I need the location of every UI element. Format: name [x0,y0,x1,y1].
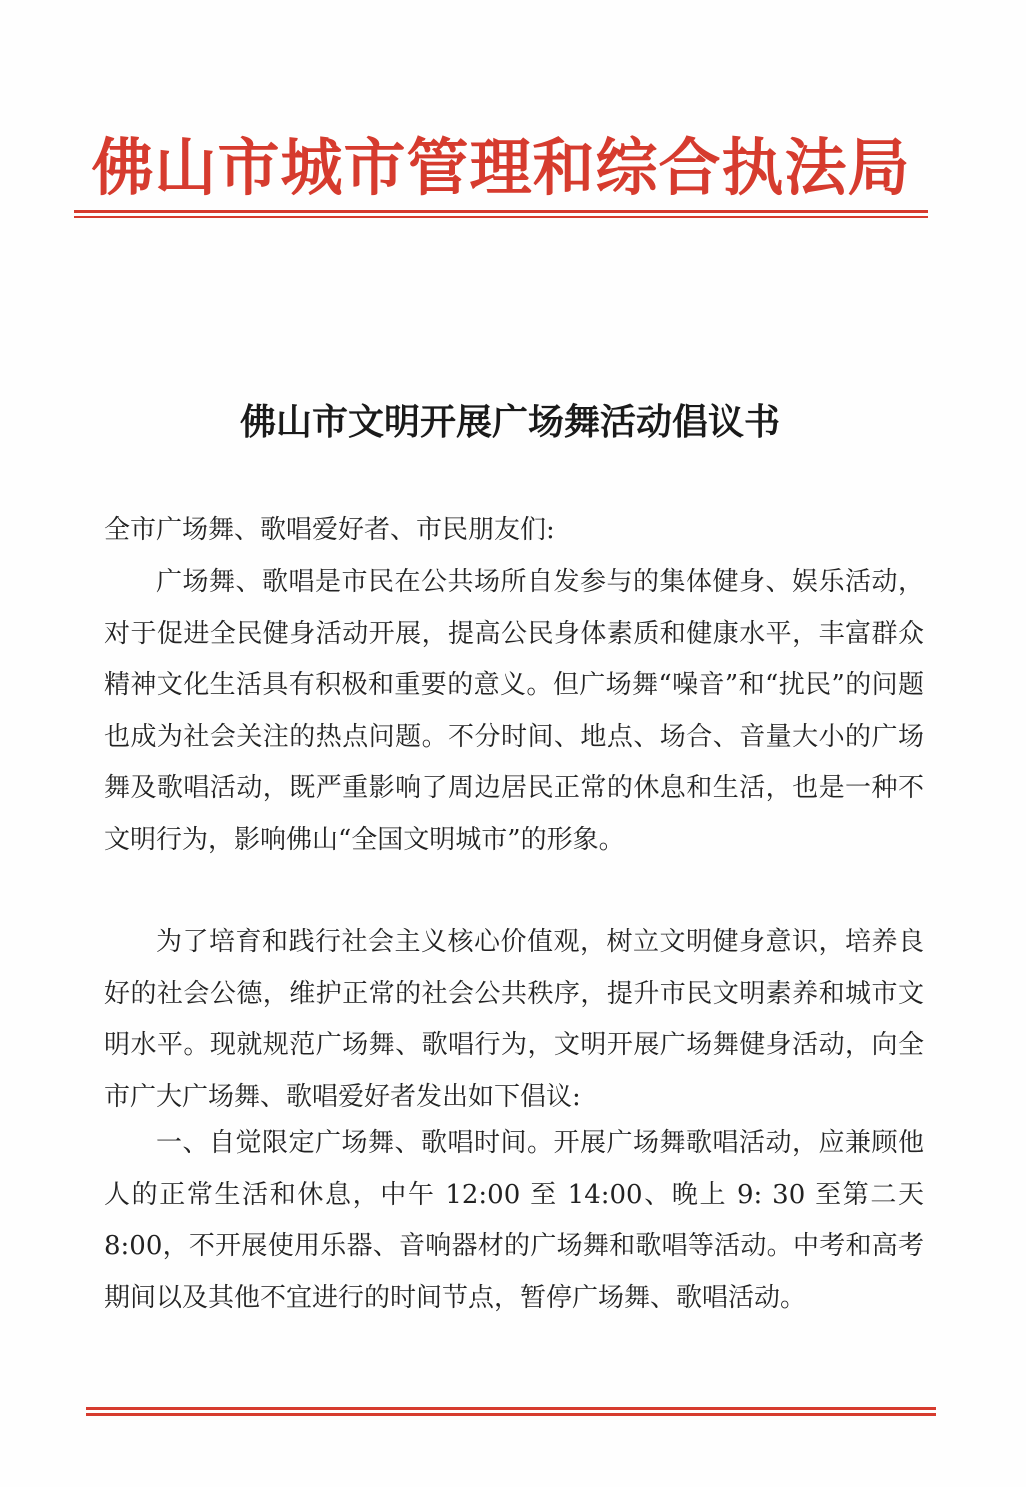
paragraph-3: 一、自觉限定广场舞、歌唱时间。开展广场舞歌唱活动，应兼顾他人的正常生活和休息，中午 12:00 至 14:00、晚上 9: 30 至第二天 8:00，不开展使用乐器、音响器材的广场舞和歌唱等活动。中考和高考期间以及其他不宜进行的时间节点，暂停广场舞、歌唱活动。 [104,1128,924,1313]
letterhead-red-rule-thin [74,216,928,218]
paragraph-2: 为了培育和践行社会主义核心价值观，树立文明健身意识，培养良好的社会公德，维护正常的社会公共秩序，提升市民文明素养和城市文明水平。现就规范广场舞、歌唱行为，文明开展广场舞健身活动，向全市广大广场舞、歌唱爱好者发出如下倡议: [104,927,924,1112]
letterhead-red-rule-thick [74,210,928,213]
document-title: 佛山市文明开展广场舞活动倡议书 [239,401,780,443]
salutation: 全市广场舞、歌唱爱好者、市民朋友们: [104,515,555,545]
paragraph-1: 广场舞、歌唱是市民在公共场所自发参与的集体健身、娱乐活动，对于促进全民健身活动开展，提高公民身体素质和健康水平，丰富群众精神文化生活具有积极和重要的意义。但广场舞“噪音”和“扰民”的问题也成为社会关注的热点问题。不分时间、地点、场合、音量大小的广场舞及歌唱活动，既严重影响了周边居民正常的休息和生活，也是一种不文明行为，影响佛山“全国文明城市”的形象。 [104,567,924,855]
letterhead-agency-name: 佛山市城市管理和综合执法局 [91,131,911,204]
footer-red-rule-bottom [86,1413,936,1416]
footer-red-rule-top [86,1407,936,1410]
